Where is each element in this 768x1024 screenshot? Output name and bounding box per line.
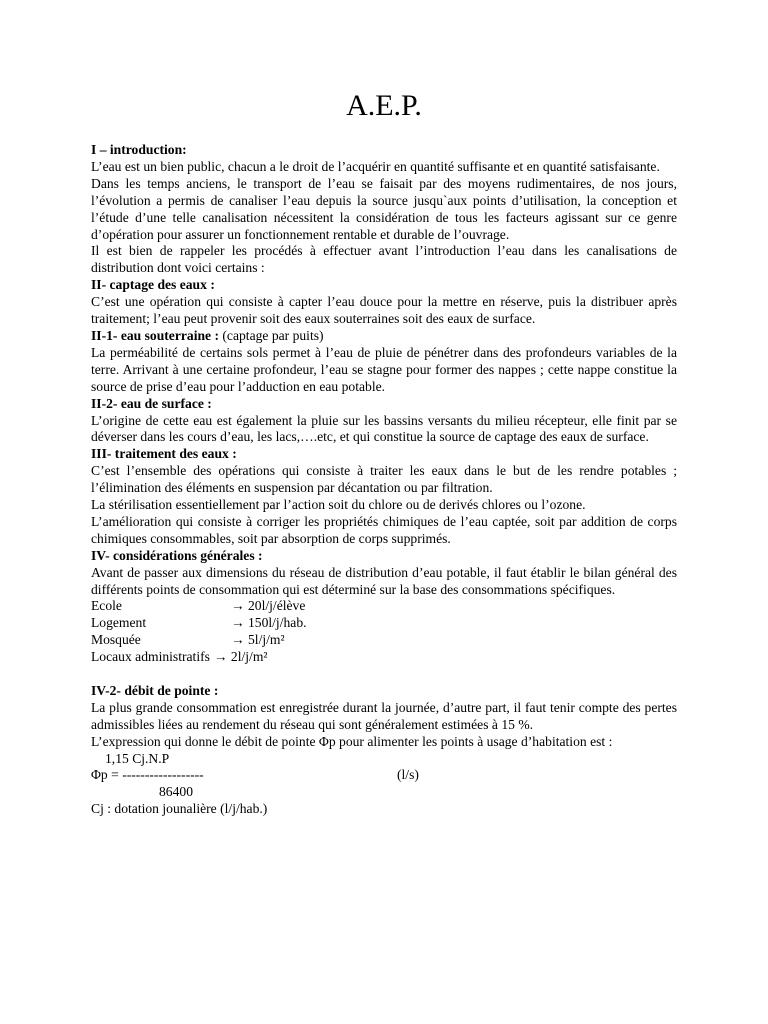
paragraph: L’amélioration qui consiste à corriger les propriétés chimiques de l’eau captée, soit par addition de corps chimiques consommables, soit par absorption de corps supprimés.	[91, 513, 677, 546]
subheading-eau-souterraine	[91, 328, 677, 345]
list-item-value: → 20l/j/élève	[231, 598, 306, 614]
paragraph: L’eau est un bien public, chacun a le droit de l’acquérir en quantité suffisante et en quantité satisfaisante.	[91, 158, 660, 174]
paragraph: La perméabilité de certains sols permet à l’eau de pluie de pénétrer dans des profondeurs variables de la terre. Arrivant à une certaine profondeur, l’eau se stagne pour former des nappes ; cette nappe constitue la source de prise d’eau pour l’adduction en eau potable.	[91, 344, 677, 394]
paragraph: Dans les temps anciens, le transport de l’eau se faisait par des moyens rudimentaires, de nos jours, l’évolution a permis de canaliser l’eau depuis la source jusqu`aux points d’utilisation, la conception et l’étude d’une telle canalisation nécessitent la considération de tous les facteurs agissant sur ce genre d’opération pour assurer un fonctionnement rentable et durable de l’ouvrage.	[91, 175, 677, 242]
paragraph: Cj : dotation jounalière (l/j/hab.)	[91, 801, 268, 817]
list-item-name: Locaux administratifs	[91, 649, 210, 665]
paragraph: L’expression qui donne le débit de pointe Φp pour alimenter les points à usage d’habitation est :	[91, 733, 613, 749]
paragraph: Il est bien de rappeler les procédés à effectuer avant l’introduction l’eau dans les canalisations de distribution dont voici certains :	[91, 243, 677, 276]
list-item	[91, 598, 677, 615]
list-item-value: → 2l/j/m²	[213, 649, 268, 665]
paragraph: La stérilisation essentiellement par l’action soit du chlore ou de derivés chlores ou l’ozone.	[91, 497, 586, 513]
list-item	[91, 615, 677, 632]
heading-debit-de-pointe: IV-2- débit de pointe :	[91, 682, 219, 698]
paragraph: C’est l’ensemble des opérations qui consiste à traiter les eaux dans le but de les rendre potables ; l’élimination des éléments en suspension par décantation ou par filtration.	[91, 463, 677, 496]
heading-introduction: I – introduction:	[91, 142, 187, 157]
formula	[91, 751, 677, 819]
list-item-name: Mosquée	[91, 632, 141, 648]
list-item-name: Ecole	[91, 598, 122, 614]
paragraph: C’est une opération qui consiste à capter l’eau douce pour la mettre en réserve, puis la distribuer après traitement; l’eau peut provenir soit des eaux souterraines soit des eaux de surface.	[91, 294, 677, 327]
blank-line	[91, 666, 677, 683]
heading-considerations: IV- considérations générales :	[91, 547, 263, 563]
list-item-value: → 5l/j/m²	[231, 632, 285, 648]
formula-lhs: Φp = ------------------	[91, 767, 204, 783]
list-item	[91, 632, 677, 649]
paragraph: La plus grande consommation est enregistrée durant la journée, d’autre part, il faut tenir compte des pertes admissibles liées au rendement du réseau qui sont généralement estimées à 15 %.	[91, 699, 677, 732]
subheading-eau-de-surface: II-2- eau de surface :	[91, 395, 212, 411]
list-item-value: → 150l/j/hab.	[231, 615, 307, 631]
paragraph: Avant de passer aux dimensions du réseau de distribution d’eau potable, il faut établir le bilan général des différents points de consommation qui est déterminé sur la base des consommations spécifiques.	[91, 564, 677, 597]
formula-unit: (l/s)	[397, 767, 419, 783]
heading-captage: II- captage des eaux :	[91, 277, 215, 293]
paragraph: L’origine de cette eau est également la pluie sur les bassins versants du milieu récepteur, elle finit par se déverser dans les cours d’eau, les lacs,….etc, et qui constitue la source de captage des eaux de surface.	[91, 412, 677, 445]
subheading-label: II-1- eau souterraine :	[91, 327, 219, 343]
formula-numerator: 1,15 Cj.N.P	[105, 750, 170, 766]
document-body	[91, 142, 677, 818]
formula-denominator: 86400	[159, 784, 193, 800]
list-item	[91, 649, 677, 666]
heading-traitement: III- traitement des eaux :	[91, 446, 237, 462]
consumption-list	[91, 598, 677, 666]
subheading-note: (captage par puits)	[219, 327, 324, 343]
document-title: A.E.P.	[346, 89, 422, 122]
list-item-name: Logement	[91, 615, 147, 631]
